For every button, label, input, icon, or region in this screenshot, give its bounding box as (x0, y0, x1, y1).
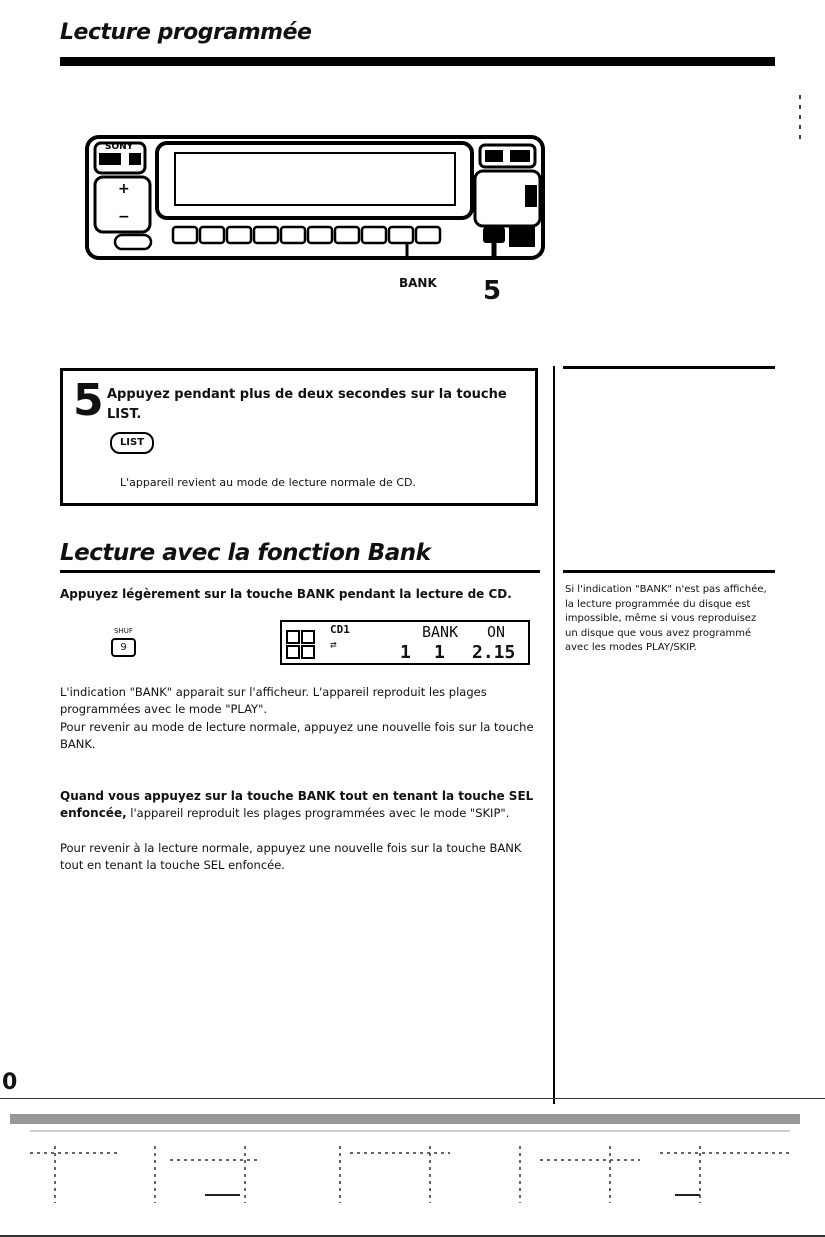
list-button-icon: LIST (110, 432, 154, 454)
car-stereo-illustration (85, 135, 545, 260)
step-number: 5 (73, 375, 104, 426)
display-status: ON (487, 623, 506, 641)
shuffle-button-label: SHUF (114, 627, 133, 635)
sidebar-rule (563, 366, 775, 369)
section-rule (60, 570, 540, 573)
display-panel (280, 620, 530, 665)
paragraph-return-normal: Pour revenir à la lecture normale, appuyez une nouvelle fois sur la touche BANK tout en tenant la touche SEL enfoncée. (60, 841, 522, 872)
display-bank: BANK (422, 623, 459, 641)
step-callout-label: 5 (483, 276, 502, 306)
section-intro: Appuyez légèrement sur la touche BANK pendant la lecture de CD. (60, 587, 512, 601)
svg-text:+: + (118, 181, 130, 197)
paragraph-normal-mode: Pour revenir au mode de lecture normale, appuyez une nouvelle fois sur la touche BANK. (60, 720, 534, 751)
step-note: L'appareil revient au mode de lecture normale de CD. (120, 476, 416, 489)
skip-mode-lead: Quand vous appuyez sur la touche BANK tout en tenant la touche SEL enfoncée, (60, 789, 534, 820)
page-title: Lecture programmée (60, 20, 312, 45)
section-title: Lecture avec la fonction Bank (60, 540, 431, 566)
display-time: 2.15 (472, 642, 516, 663)
display-index: 1 (434, 642, 445, 663)
paragraph-bank-indication: L'indication "BANK" apparait sur l'afficheur. L'appareil reproduit les plages programmées avec le mode "PLAY". (60, 685, 487, 716)
bank-callout-label: BANK (399, 276, 437, 290)
header-rule (60, 57, 775, 66)
margin-marks (799, 95, 801, 145)
repeat-arrow-icon: ⇄ (330, 638, 337, 651)
svg-text:SONY: SONY (105, 142, 134, 152)
display-track: 1 (400, 642, 411, 663)
sidebar-note: Si l'indication "BANK" n'est pas affichée, la lecture programmée du disque est impossible, même si vous reproduisez un disque que vous avez programmé avec les modes PLAY/SKIP. (565, 584, 767, 653)
skip-mode-rest: l'appareil reproduit les plages programmées avec le mode "SKIP". (126, 806, 510, 820)
bank-number-button-icon: 9 (111, 638, 136, 657)
page-number: 0 (2, 1070, 18, 1095)
column-divider (553, 366, 555, 1104)
sidebar-rule (563, 570, 775, 573)
step-instruction: Appuyez pendant plus de deux secondes sur la touche LIST. (107, 387, 507, 422)
bleed-through-noise (0, 1098, 825, 1237)
display-disc: CD1 (330, 623, 350, 636)
svg-text:−: − (118, 209, 130, 225)
disc-grid-icon (286, 630, 316, 660)
paragraph-skip-mode (60, 788, 540, 822)
